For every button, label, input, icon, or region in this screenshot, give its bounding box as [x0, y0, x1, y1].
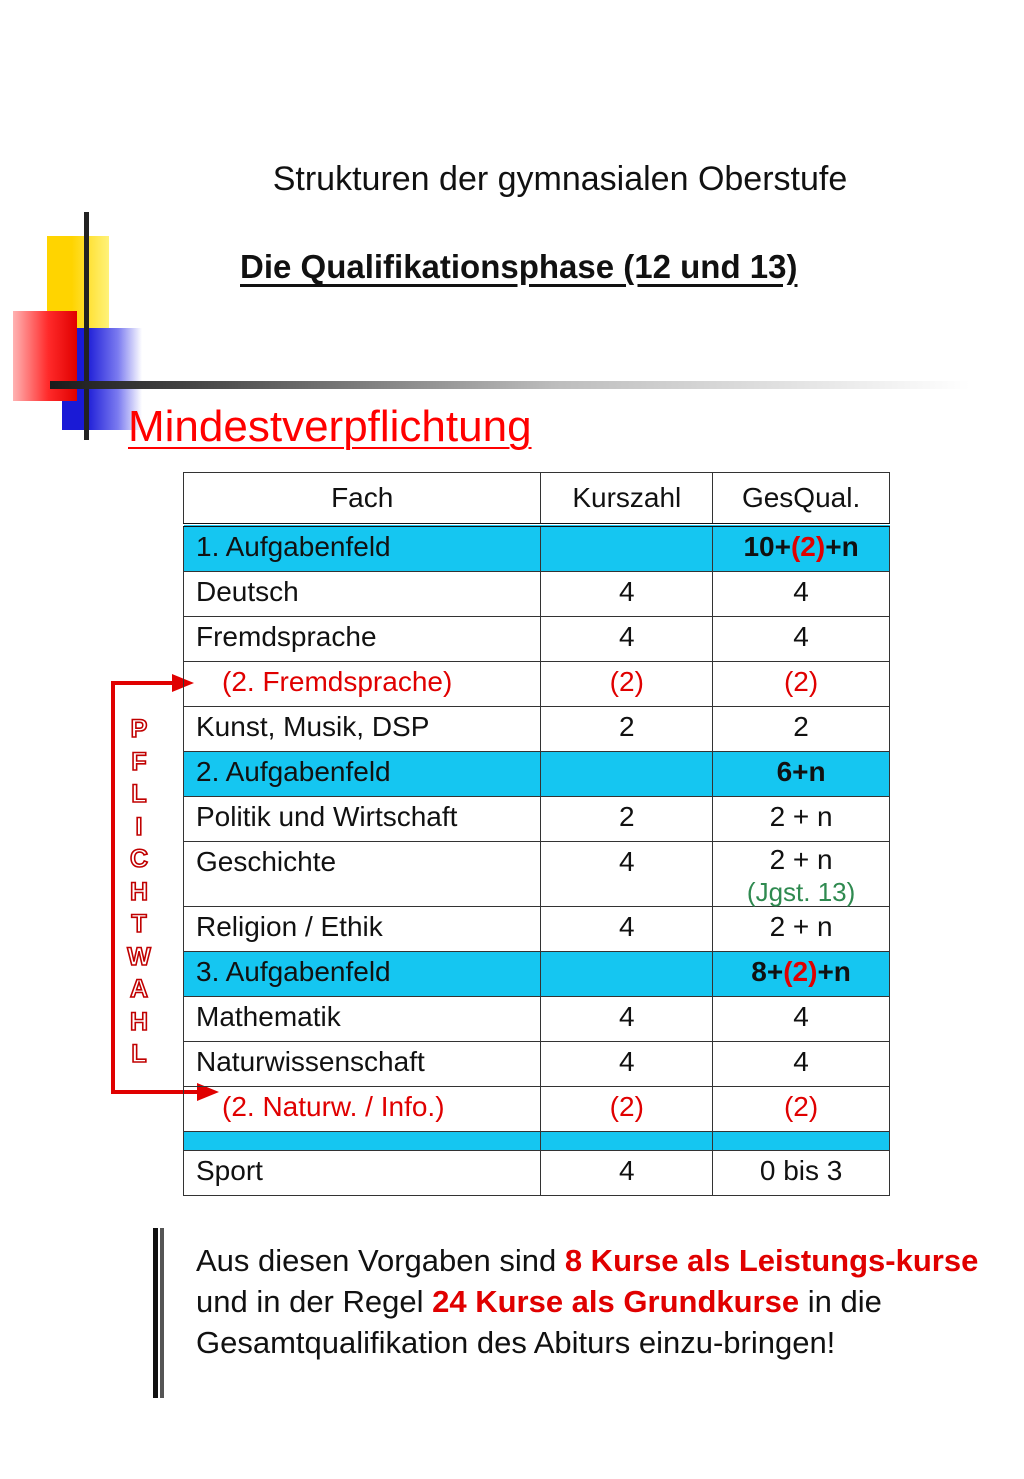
cell-kurszahl: 4	[541, 907, 713, 952]
cell-fach: 2. Aufgabenfeld	[184, 752, 541, 797]
gesqual-note: (Jgst. 13)	[746, 877, 856, 907]
gesqual-part: 8+	[751, 956, 784, 987]
bracket-line	[111, 681, 115, 1094]
cell-gesqual: 4	[713, 1042, 890, 1087]
cell-gesqual: 2 + n	[713, 907, 890, 952]
table-row	[184, 797, 890, 842]
pflichtwahl-letter: P	[130, 715, 148, 743]
summary-part: Aus diesen Vorgaben sind	[196, 1243, 565, 1278]
table-row	[184, 707, 890, 752]
cell-fach: 3. Aufgabenfeld	[184, 952, 541, 997]
cell-kurszahl	[541, 525, 713, 572]
cell-kurszahl: 4	[541, 842, 713, 907]
gesqual-optional: (2)	[790, 531, 826, 562]
cell-gesqual: 4	[713, 572, 890, 617]
pflichtwahl-letter: W	[127, 942, 151, 971]
cell-fach: (2. Naturw. / Info.)	[184, 1087, 541, 1132]
cell-empty	[713, 1132, 890, 1151]
cell-gesqual: 6+n	[713, 752, 890, 797]
cell-kurszahl: 4	[541, 1151, 713, 1196]
table-row-spacer	[184, 1132, 890, 1151]
page-subtitle: Die Qualifikationsphase (12 und 13)	[240, 248, 798, 285]
cell-kurszahl: 4	[541, 1042, 713, 1087]
summary-text	[196, 1240, 986, 1363]
header-divider	[50, 381, 970, 389]
cell-kurszahl: 2	[541, 797, 713, 842]
bracket-top	[111, 681, 177, 685]
cell-gesqual: 2	[713, 707, 890, 752]
cell-kurszahl: (2)	[541, 1087, 713, 1132]
cell-fach: Geschichte	[184, 842, 541, 907]
cell-fach: (2. Fremdsprache)	[184, 662, 541, 707]
cell-gesqual: 0 bis 3	[713, 1151, 890, 1196]
cell-fach: Naturwissenschaft	[184, 1042, 541, 1087]
cell-fach: Mathematik	[184, 997, 541, 1042]
table-row-optional	[184, 1087, 890, 1132]
cell-gesqual: 2 + n	[713, 797, 890, 842]
table-row-aufgabenfeld-2	[184, 752, 890, 797]
table-row	[184, 1151, 890, 1196]
cell-fach: Fremdsprache	[184, 617, 541, 662]
pflichtwahl-letter: I	[135, 812, 143, 841]
pflichtwahl-letter: C	[129, 845, 149, 873]
cell-kurszahl: (2)	[541, 662, 713, 707]
gesqual-part: 10+	[743, 531, 791, 562]
cell-gesqual	[713, 525, 890, 572]
table-row	[184, 842, 890, 907]
cell-gesqual	[713, 952, 890, 997]
logo-vertical-line	[84, 212, 89, 440]
gesqual-value: 2 + n	[769, 844, 833, 875]
cell-kurszahl	[541, 752, 713, 797]
column-header-fach: Fach	[184, 473, 541, 526]
pflichtwahl-letter: H	[129, 1007, 149, 1036]
table-row	[184, 572, 890, 617]
summary-highlight-lk: 8 Kurse als Leistungs-kurse	[564, 1243, 979, 1278]
requirements-table	[183, 472, 890, 1196]
pflichtwahl-letter: L	[131, 780, 147, 808]
cell-gesqual: (2)	[713, 662, 890, 707]
summary-highlight-gk: 24 Kurse als Grundkurse	[432, 1284, 800, 1319]
summary-part: in die Gesamtqualifikation des Abiturs einzu-bringen!	[196, 1284, 882, 1360]
pflichtwahl-letter: A	[129, 975, 149, 1003]
cell-kurszahl: 2	[541, 707, 713, 752]
gesqual-part: +n	[825, 531, 859, 562]
column-header-gesqual: GesQual.	[713, 473, 890, 526]
cell-fach: Sport	[184, 1151, 541, 1196]
table-row-optional	[184, 662, 890, 707]
pflichtwahl-letter: T	[131, 910, 147, 938]
summary-part: und in der Regel	[196, 1284, 433, 1319]
cell-fach: 1. Aufgabenfeld	[184, 525, 541, 572]
table-row-aufgabenfeld-3	[184, 952, 890, 997]
quote-bar	[160, 1228, 164, 1398]
cell-gesqual: 4	[713, 617, 890, 662]
cell-kurszahl: 4	[541, 997, 713, 1042]
column-header-kurszahl: Kurszahl	[541, 473, 713, 526]
cell-empty	[541, 1132, 713, 1151]
gesqual-optional: (2)	[783, 956, 818, 987]
cell-gesqual	[713, 842, 890, 907]
table-header-row	[184, 473, 890, 526]
pflichtwahl-letter: H	[129, 877, 149, 906]
cell-gesqual: 4	[713, 997, 890, 1042]
cell-fach: Religion / Ethik	[184, 907, 541, 952]
cell-fach: Deutsch	[184, 572, 541, 617]
pflichtwahl-label	[122, 713, 156, 1071]
gesqual-part: +n	[817, 956, 851, 987]
table-row	[184, 907, 890, 952]
section-heading: Mindestverpflichtung	[128, 402, 532, 451]
page-title: Strukturen der gymnasialen Oberstufe	[272, 160, 848, 198]
cell-kurszahl: 4	[541, 617, 713, 662]
quote-bar	[153, 1228, 158, 1398]
table-row	[184, 1042, 890, 1087]
table-row	[184, 997, 890, 1042]
table-row-aufgabenfeld-1	[184, 525, 890, 572]
cell-empty	[184, 1132, 541, 1151]
cell-fach: Kunst, Musik, DSP	[184, 707, 541, 752]
pflichtwahl-letter: F	[131, 747, 147, 776]
pflichtwahl-letter: L	[131, 1040, 147, 1068]
cell-kurszahl: 4	[541, 572, 713, 617]
cell-gesqual: (2)	[713, 1087, 890, 1132]
cell-fach: Politik und Wirtschaft	[184, 797, 541, 842]
table-row	[184, 617, 890, 662]
cell-kurszahl	[541, 952, 713, 997]
